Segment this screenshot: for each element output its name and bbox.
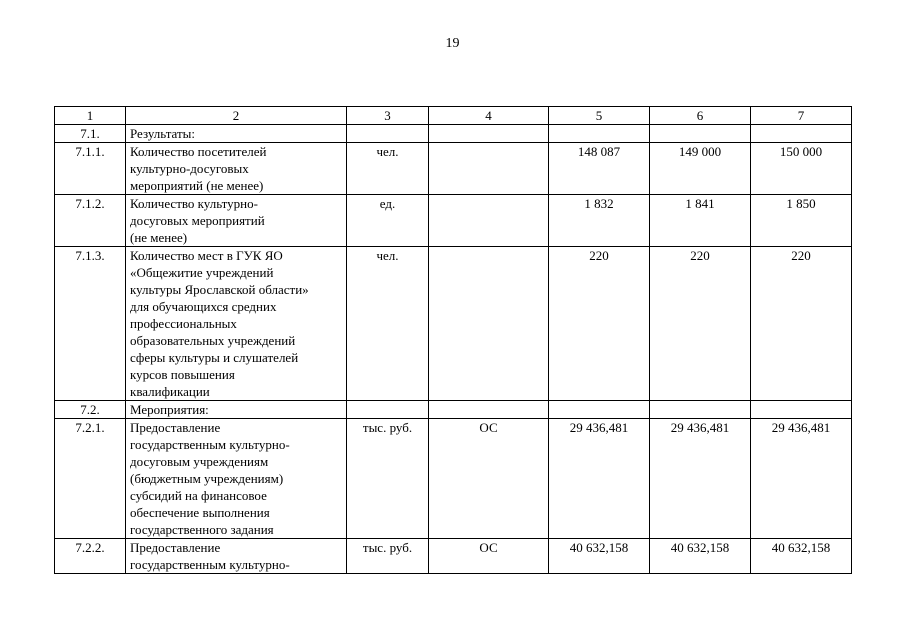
value-cell-7: 220 (751, 247, 852, 401)
value-cell-5: 148 087 (549, 143, 650, 195)
value-cell-5 (549, 125, 650, 143)
source-cell: ОС (429, 539, 549, 574)
unit-cell (347, 125, 429, 143)
row-name-line: субсидий на финансовое (130, 488, 267, 503)
row-number-cell: 7.2. (55, 401, 126, 419)
row-name-cell (126, 125, 347, 143)
row-name-cell (126, 401, 347, 419)
data-table (54, 106, 852, 574)
source-cell (429, 247, 549, 401)
row-name-line: квалификации (130, 384, 210, 399)
row-name-line: для обучающихся средних (130, 299, 277, 314)
row-name-line: досуговым учреждениям (130, 454, 269, 469)
row-name-line: Предоставление (130, 540, 221, 555)
row-name-line: образовательных учреждений (130, 333, 296, 348)
row-name-line: сферы культуры и слушателей (130, 350, 299, 365)
table-row (55, 143, 852, 195)
row-name-line: Результаты: (130, 126, 195, 141)
table-row (55, 401, 852, 419)
table-row (55, 125, 852, 143)
value-cell-7: 29 436,481 (751, 419, 852, 539)
table-row (55, 419, 852, 539)
value-cell-6: 1 841 (650, 195, 751, 247)
value-cell-6: 149 000 (650, 143, 751, 195)
value-cell-6: 29 436,481 (650, 419, 751, 539)
row-name-line: государственного задания (130, 522, 274, 537)
value-cell-6 (650, 125, 751, 143)
row-name-line: мероприятий (не менее) (130, 178, 264, 193)
table-row (55, 247, 852, 401)
source-cell (429, 143, 549, 195)
row-name-cell (126, 539, 347, 574)
unit-cell: тыс. руб. (347, 539, 429, 574)
header-cell: 2 (126, 107, 347, 125)
source-cell (429, 195, 549, 247)
value-cell-5: 1 832 (549, 195, 650, 247)
row-name-line: Количество посетителей (130, 144, 267, 159)
header-cell: 6 (650, 107, 751, 125)
row-name-line: государственным культурно- (130, 557, 290, 572)
row-name-cell (126, 419, 347, 539)
row-name-cell (126, 195, 347, 247)
row-name-line: Мероприятия: (130, 402, 209, 417)
row-name-line: (не менее) (130, 230, 188, 245)
row-name-cell (126, 247, 347, 401)
row-name-line: досуговых мероприятий (130, 213, 265, 228)
row-number-cell: 7.1.2. (55, 195, 126, 247)
row-name-line: Количество мест в ГУК ЯО (130, 248, 283, 263)
table-row (55, 195, 852, 247)
row-name-line: «Общежитие учреждений (130, 265, 274, 280)
header-cell: 3 (347, 107, 429, 125)
page-number: 19 (445, 36, 460, 51)
unit-cell: чел. (347, 247, 429, 401)
row-name-line: обеспечение выполнения (130, 505, 270, 520)
row-name-line: Количество культурно- (130, 196, 258, 211)
header-cell: 5 (549, 107, 650, 125)
value-cell-7: 150 000 (751, 143, 852, 195)
unit-cell (347, 401, 429, 419)
value-cell-7: 1 850 (751, 195, 852, 247)
row-name-line: Предоставление (130, 420, 221, 435)
unit-cell: ед. (347, 195, 429, 247)
row-number-cell: 7.1.1. (55, 143, 126, 195)
unit-cell: чел. (347, 143, 429, 195)
row-name-line: государственным культурно- (130, 437, 290, 452)
source-cell (429, 401, 549, 419)
row-number-cell: 7.2.1. (55, 419, 126, 539)
table-row (55, 539, 852, 574)
row-name-line: культурно-досуговых (130, 161, 249, 176)
source-cell (429, 125, 549, 143)
value-cell-7 (751, 401, 852, 419)
header-cell: 1 (55, 107, 126, 125)
value-cell-7 (751, 125, 852, 143)
header-cell: 7 (751, 107, 852, 125)
value-cell-6: 220 (650, 247, 751, 401)
row-name-cell (126, 143, 347, 195)
value-cell-5: 220 (549, 247, 650, 401)
value-cell-5: 29 436,481 (549, 419, 650, 539)
row-name-line: профессиональных (130, 316, 237, 331)
row-name-line: (бюджетным учреждениям) (130, 471, 284, 486)
row-number-cell: 7.1. (55, 125, 126, 143)
row-number-cell: 7.1.3. (55, 247, 126, 401)
value-cell-5 (549, 401, 650, 419)
unit-cell: тыс. руб. (347, 419, 429, 539)
row-number-cell: 7.2.2. (55, 539, 126, 574)
value-cell-6 (650, 401, 751, 419)
row-name-line: курсов повышения (130, 367, 235, 382)
header-row (55, 107, 852, 125)
value-cell-6: 40 632,158 (650, 539, 751, 574)
value-cell-7: 40 632,158 (751, 539, 852, 574)
header-cell: 4 (429, 107, 549, 125)
source-cell: ОС (429, 419, 549, 539)
value-cell-5: 40 632,158 (549, 539, 650, 574)
row-name-line: культуры Ярославской области» (130, 282, 309, 297)
